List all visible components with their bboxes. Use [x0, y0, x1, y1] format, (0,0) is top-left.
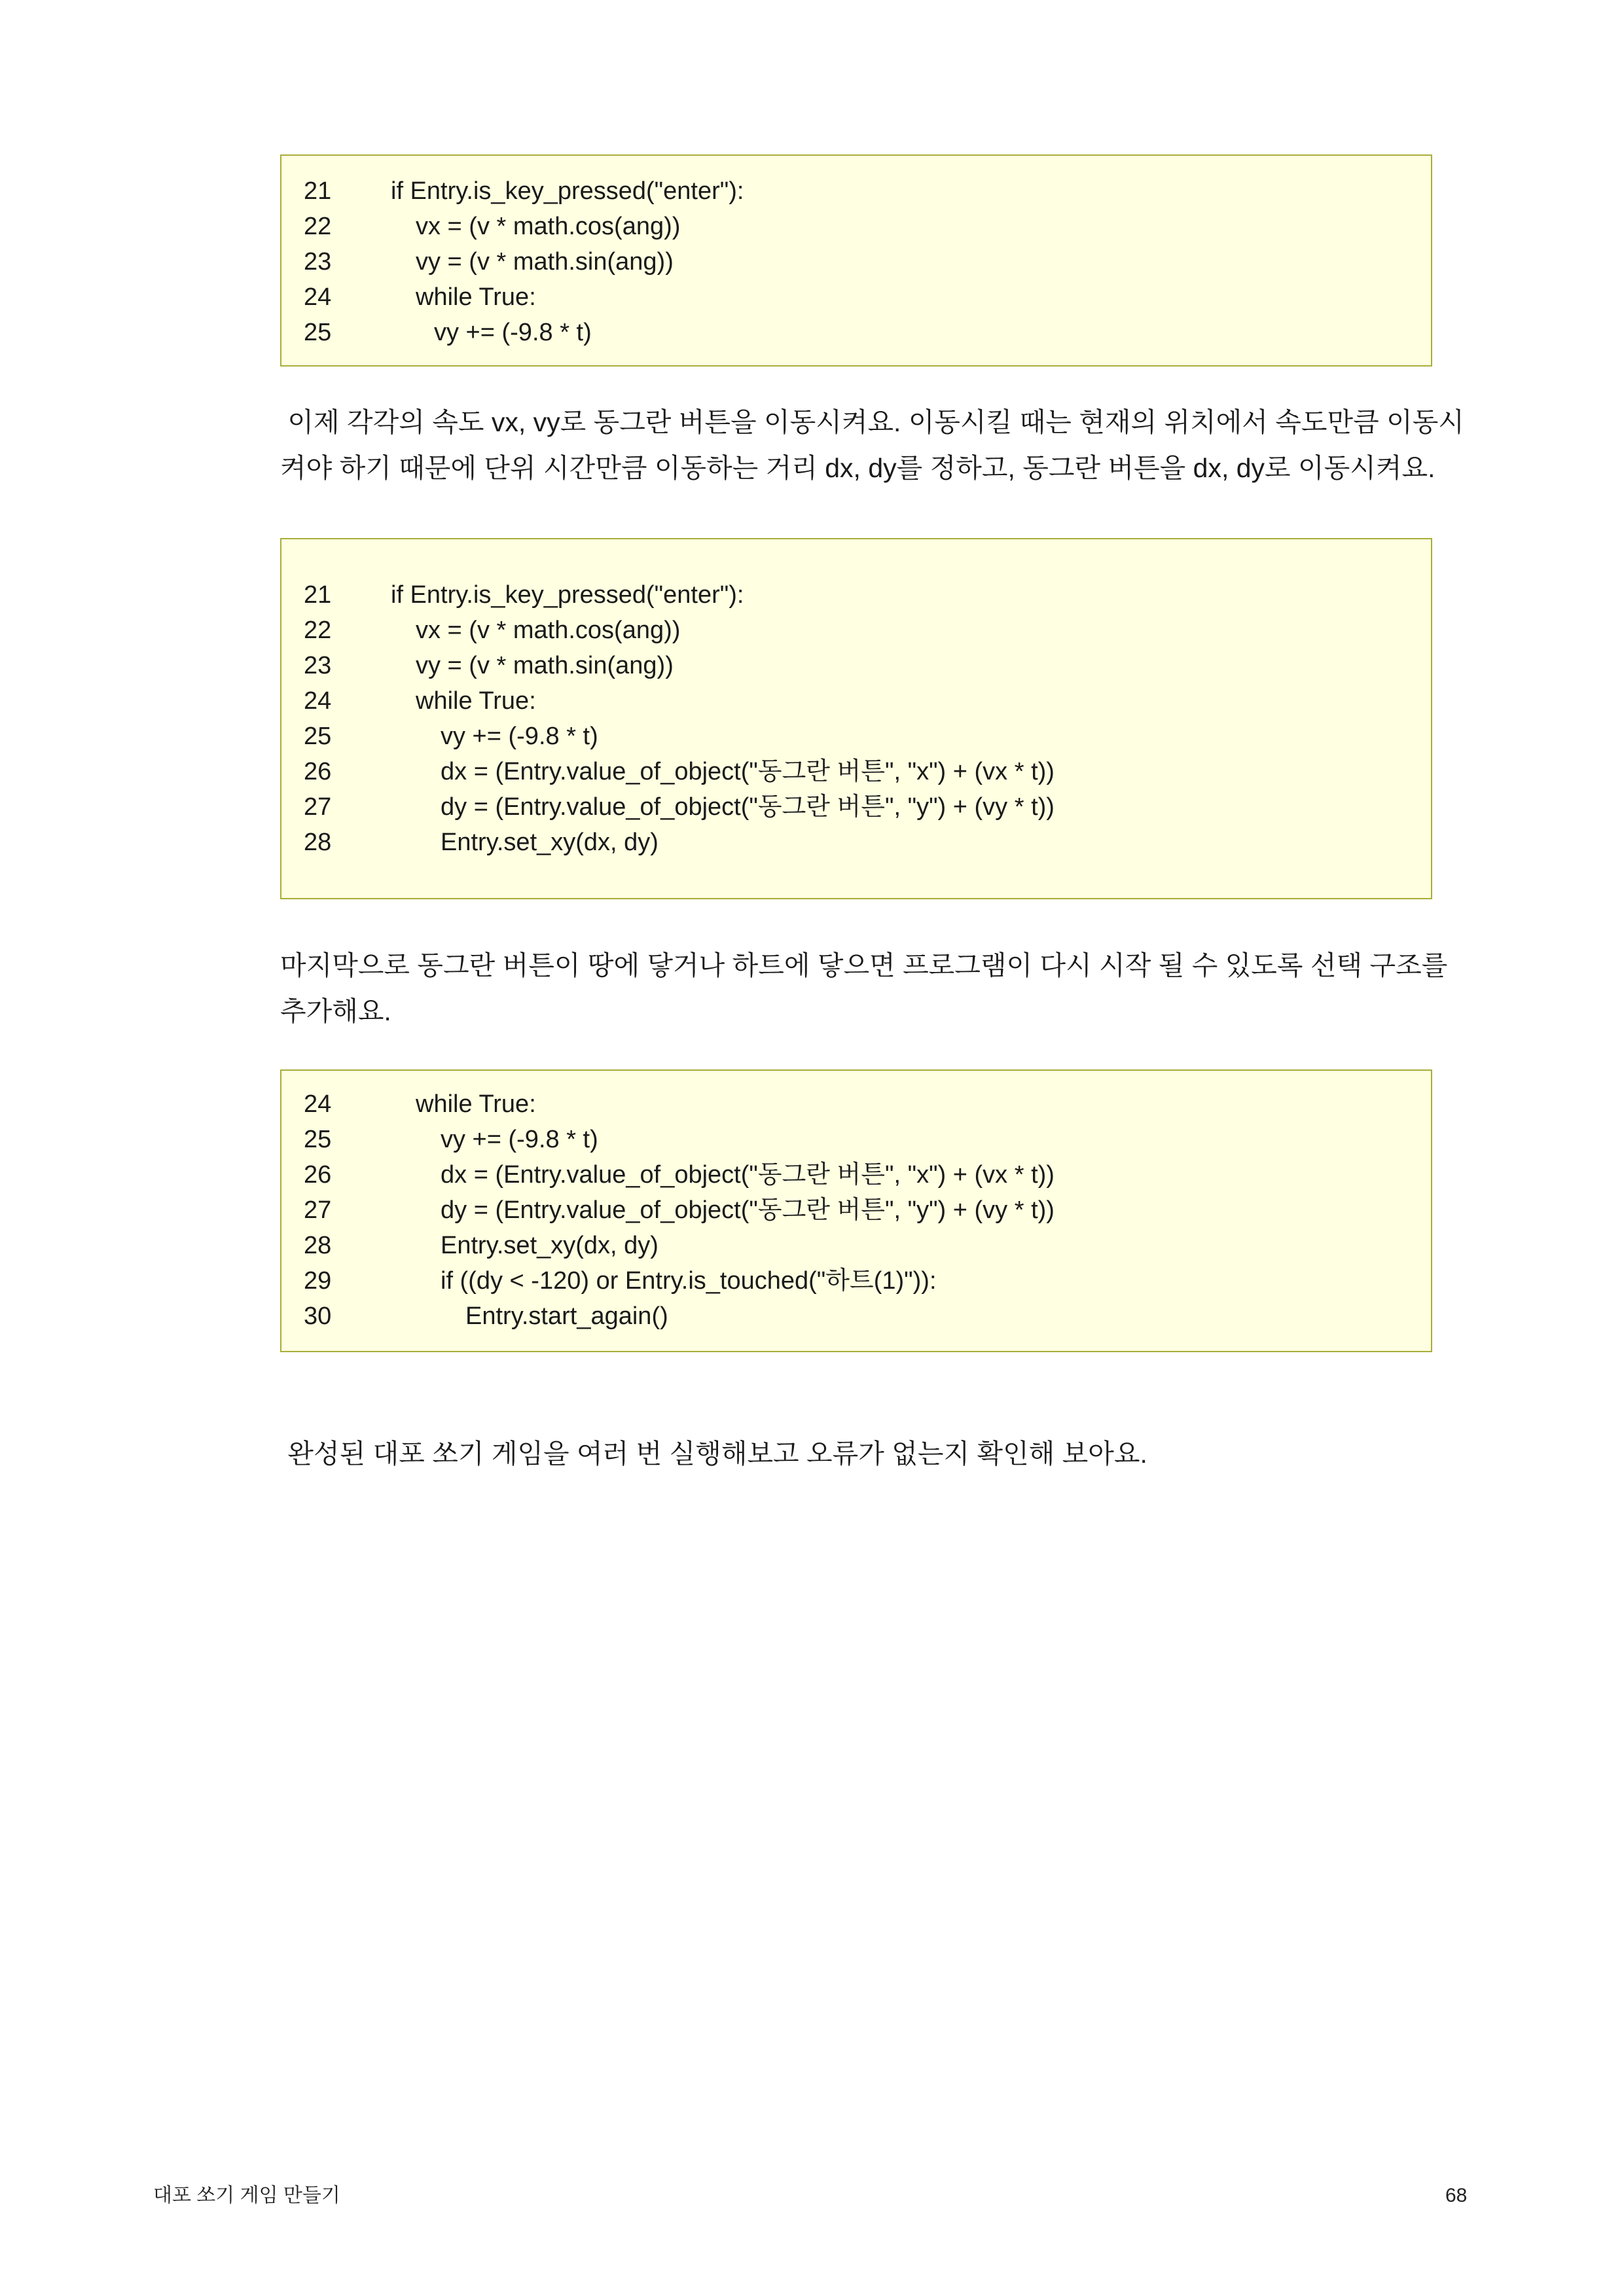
line-number: 21 — [304, 177, 332, 205]
line-number: 22 — [304, 213, 332, 240]
line-number: 24 — [304, 1090, 332, 1118]
code-text: dx = (Entry.value_of_object("동그란 버튼", "x") + (vx * t)) — [441, 758, 1055, 785]
code-text: while True: — [416, 687, 536, 715]
code-text: if Entry.is_key_pressed("enter"): — [391, 581, 744, 609]
code-text: while True: — [416, 1090, 536, 1118]
code-text: Entry.set_xy(dx, dy) — [441, 829, 659, 856]
line-number: 25 — [304, 723, 332, 750]
line-number: 24 — [304, 687, 332, 715]
code-text: while True: — [416, 283, 536, 311]
code-block-1 — [280, 154, 1432, 367]
code-text: vy = (v * math.sin(ang)) — [416, 652, 674, 679]
line-number: 29 — [304, 1267, 332, 1295]
code-text: vx = (v * math.cos(ang)) — [416, 213, 681, 240]
line-number: 22 — [304, 617, 332, 644]
line-number: 30 — [304, 1302, 332, 1330]
line-number: 27 — [304, 1196, 332, 1224]
code-text: vy += (-9.8 * t) — [441, 723, 598, 750]
code-text: dy = (Entry.value_of_object("동그란 버튼", "y") + (vy * t)) — [441, 1196, 1055, 1224]
code-text: vy += (-9.8 * t) — [441, 1126, 598, 1153]
code-block-3 — [280, 1069, 1432, 1352]
code-text: dy = (Entry.value_of_object("동그란 버튼", "y") + (vy * t)) — [441, 793, 1055, 821]
code-block-2 — [280, 538, 1432, 899]
code-text: dx = (Entry.value_of_object("동그란 버튼", "x") + (vx * t)) — [441, 1161, 1055, 1189]
code-text: vy = (v * math.sin(ang)) — [416, 248, 674, 276]
code-text: vx = (v * math.cos(ang)) — [416, 617, 681, 644]
line-number: 28 — [304, 829, 332, 856]
line-number: 26 — [304, 758, 332, 785]
code-text: Entry.set_xy(dx, dy) — [441, 1232, 659, 1259]
paragraph-3: 완성된 대포 쏘기 게임을 여러 번 실행해보고 오류가 없는지 확인해 보아요. — [280, 1439, 1147, 1469]
code-text: if Entry.is_key_pressed("enter"): — [391, 177, 744, 205]
line-number: 21 — [304, 581, 332, 609]
line-number: 24 — [304, 283, 332, 311]
page-number: 68 — [1445, 2185, 1468, 2206]
line-number: 23 — [304, 248, 332, 276]
line-number: 26 — [304, 1161, 332, 1189]
line-number: 28 — [304, 1232, 332, 1259]
line-number: 25 — [304, 1126, 332, 1153]
paragraph-2: 마지막으로 동그란 버튼이 땅에 닿거나 하트에 닿으면 프로그램이 다시 시작 될 수 있도록 선택 구조를 추가해요. — [280, 950, 1455, 1026]
code-text: Entry.start_again() — [465, 1302, 668, 1330]
line-number: 23 — [304, 652, 332, 679]
code-text: if ((dy < -120) or Entry.is_touched("하트(1)")): — [441, 1267, 937, 1295]
footer-title: 대포 쏘기 게임 만들기 — [153, 2185, 340, 2206]
paragraph-1: 이제 각각의 속도 vx, vy로 동그란 버튼을 이동시켜요. 이동시킬 때는 현재의 위치에서 속도만큼 이동시켜야 하기 때문에 단위 시간만큼 이동하는 거리 dx, dy를 정하고, 동그란 버튼을 dx, dy로 이동시켜요. — [280, 407, 1464, 483]
code-text: vy += (-9.8 * t) — [434, 319, 592, 346]
line-number: 25 — [304, 319, 332, 346]
line-number: 27 — [304, 793, 332, 821]
